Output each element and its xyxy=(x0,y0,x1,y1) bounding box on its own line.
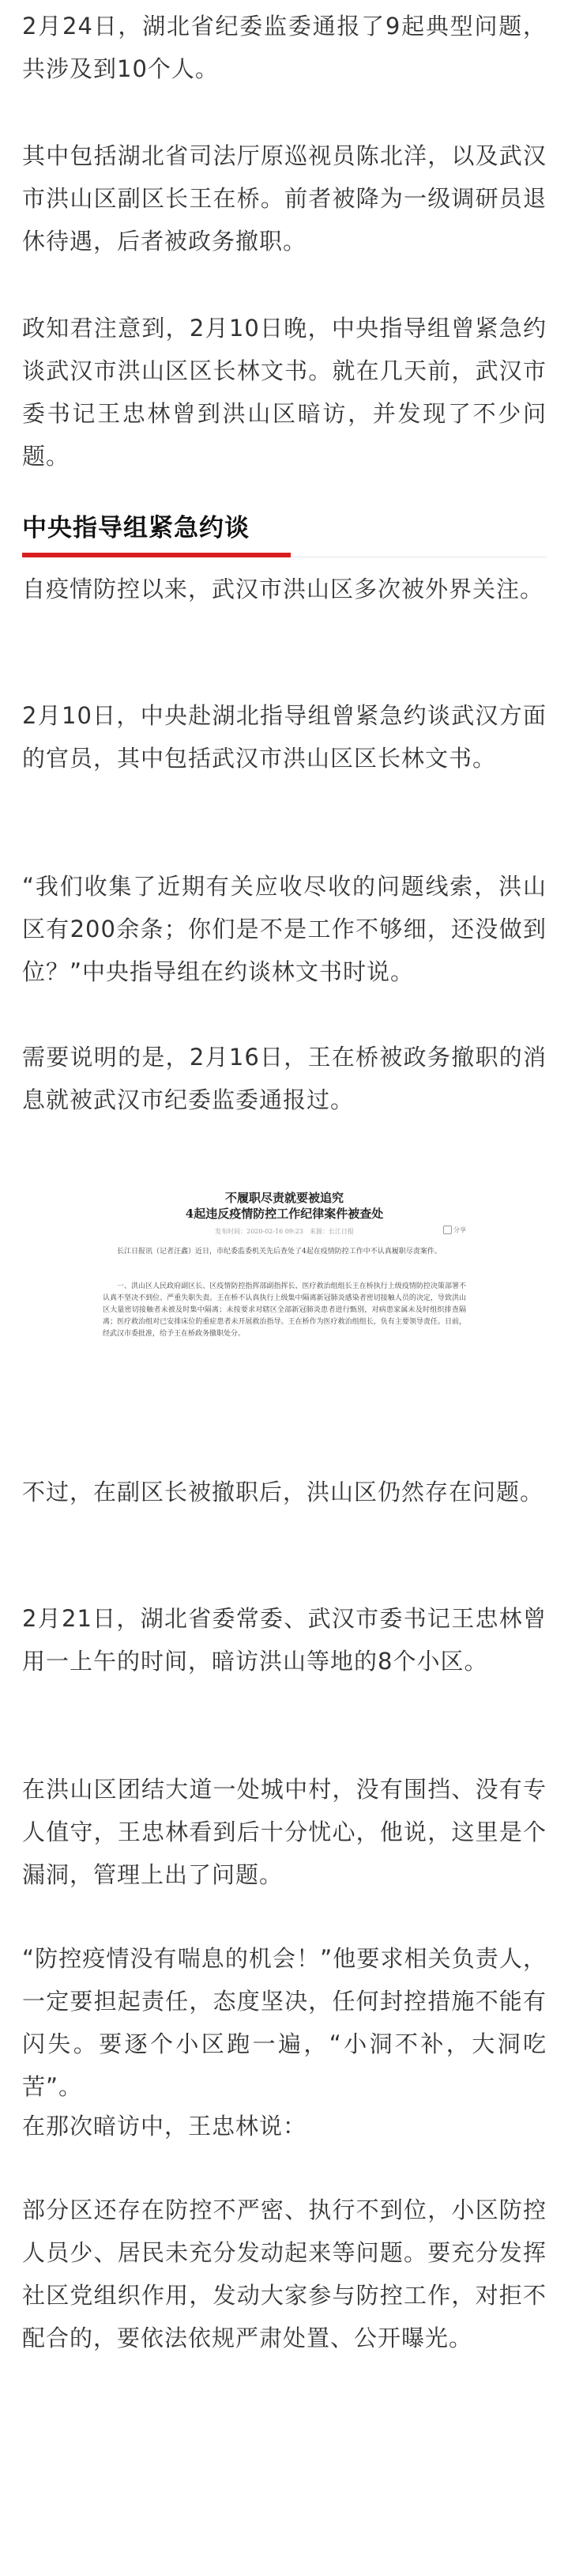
heading-underline xyxy=(22,553,291,557)
paragraph: 在洪山区团结大道一处城中村，没有围挡、没有专人值守，王忠林看到后十分忧心，他说，这里是个漏洞，管理上出了问题。 xyxy=(22,1776,547,1888)
paragraph: 部分区还存在防控不严密、执行不到位，小区防控人员少、居民未充分发动起来等问题。要充分发挥社区党组织作用，发动大家参与防控工作，对拒不配合的，要依法依规严肃处置、公开曝光。 xyxy=(22,2196,547,2351)
paragraph: 不过，在副区长被撤职后，洪山区仍然存在问题。 xyxy=(22,1479,544,1505)
paragraph: 其中包括湖北省司法厅原巡视员陈北洋，以及武汉市洪山区副区长王在桥。前者被降为一级调研员退休待遇，后者被政务撤职。 xyxy=(22,142,547,255)
paragraph: 需要说明的是，2月16日，王在桥被政务撤职的消息就被武汉市纪委监委通报过。 xyxy=(22,1044,547,1113)
paragraph: 2月10日，中央赴湖北指导组曾紧急约谈武汉方面的官员，其中包括武汉市洪山区区长林文书。 xyxy=(22,702,547,772)
paragraph: 政知君注意到，2月10日晚，中央指导组曾紧急约谈武汉市洪山区区长林文书。就在几天前，武汉市委书记王忠林曾到洪山区暗访，并发现了不少问题。 xyxy=(22,315,547,470)
news-title-line1: 不履职尽责就要被追究 xyxy=(224,1191,344,1205)
paragraph: 在那次暗访中，王忠林说： xyxy=(22,2113,307,2140)
news-meta: 发布时间：2020-02-16 09:23 来源：长江日报 xyxy=(215,1228,354,1235)
section-heading: 中央指导组紧急约谈 xyxy=(22,514,250,542)
paragraph: “防控疫情没有喘息的机会！”他要求相关负责人，一定要担起责任，态度坚决，任何封控措施不能有闪失。要逐个小区跑一遍，“小洞不补，大洞吃苦”。 xyxy=(22,1945,547,2100)
news-title-line2: 4起违反疫情防控工作纪律案件被查处 xyxy=(185,1207,384,1221)
paragraph: 自疫情防控以来，武汉市洪山区多次被外界关注。 xyxy=(22,576,544,602)
intro-paragraph: 2月24日，湖北省纪委监委通报了9起典型问题，共涉及到10个人。 xyxy=(22,13,547,82)
news-body-detail: 一、洪山区人民政府副区长、区疫情防控指挥部副指挥长、医疗救治组组长王在桥执行上级疫情防控决策部署不认真不坚决不到位、严重失职失责。王在桥不认真执行上级集中隔离新冠肺炎感染者密切接触人员的决定，导致洪山区大量密切接触者未被及时集中隔离；未按要求对辖区全部新冠肺炎患者进行甄别，对病患家属未及时组织排查隔离；医疗救治组对已安排床位的重症患者未开展救治指导。王在桥作为医疗救治组组长，负有主要领导责任。日前，经武汉市委批准，给予王在桥政务撤职处分。 xyxy=(103,1282,466,1338)
paragraph: “我们收集了近期有关应收尽收的问题线索，洪山区有200余条；你们是不是工作不够细，还没做到位？”中央指导组在约谈林文书时说。 xyxy=(22,873,547,985)
paragraph: 2月21日，湖北省委常委、武汉市委书记王忠林曾用一上午的时间，暗访洪山等地的8个小区。 xyxy=(22,1605,547,1675)
share-label: 分享 xyxy=(453,1226,466,1233)
news-body-lead: 长江日报讯（记者汪鑫）近日，市纪委监委机关先后查处了4起在疫情防控工作中不认真履职尽责案件。 xyxy=(117,1248,442,1256)
share-button[interactable] xyxy=(443,1226,466,1234)
share-icon xyxy=(443,1226,452,1234)
news-article-screenshot xyxy=(88,1184,480,1455)
